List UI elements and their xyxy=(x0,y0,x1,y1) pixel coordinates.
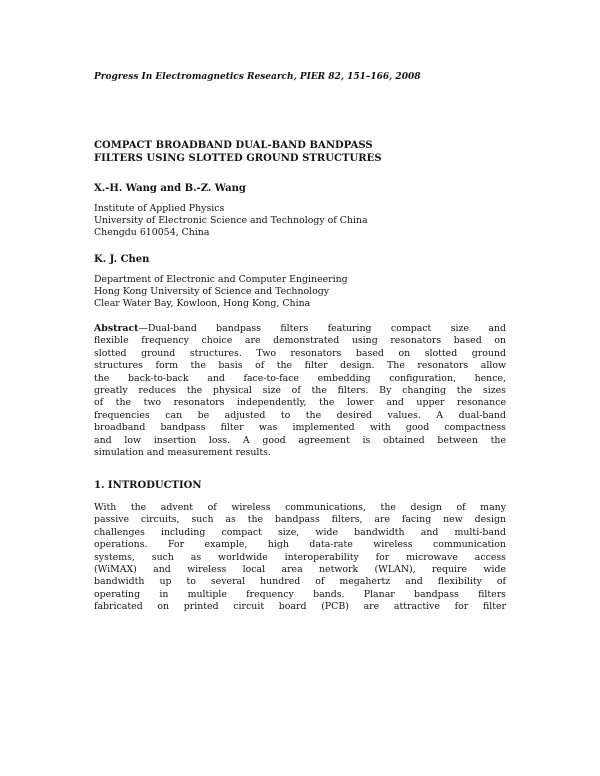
body-line: passive circuits, such as the bandpass filters, are facing new design xyxy=(94,514,506,526)
affiliation-line: University of Electronic Science and Technology of China xyxy=(94,215,368,227)
introduction-text xyxy=(94,502,506,614)
affiliation-line: Hong Kong University of Science and Technology xyxy=(94,286,330,298)
affiliation-line: Institute of Applied Physics xyxy=(94,203,225,214)
abstract-line: structures form the basis of the filter design. The resonators allow xyxy=(94,360,506,372)
body-line: challenges including compact size, wide bandwidth and multi-band xyxy=(94,526,506,538)
abstract-label: Abstract xyxy=(94,323,139,334)
affiliation-line: Clear Water Bay, Kowloon, Hong Kong, China xyxy=(94,298,311,310)
body-line: (WiMAX) and wireless local area network (WLAN), require wide xyxy=(94,564,506,576)
journal-header: Progress In Electromagnetics Research, PIER 82, 151–166, 2008 xyxy=(94,72,421,82)
body-line: systems, such as worldwide interoperability for microwave access xyxy=(94,551,506,563)
author-names-1: X.-H. Wang and B.-Z. Wang xyxy=(94,183,246,194)
affiliation-line: Chengdu 610054, China xyxy=(94,227,210,239)
abstract-text: —Dual-band bandpass filters featuring compact size and xyxy=(138,323,506,334)
title-line: COMPACT BROADBAND DUAL-BAND BANDPASS xyxy=(94,140,373,151)
section-heading: 1. INTRODUCTION xyxy=(94,480,202,491)
abstract-line: flexible frequency choice are demonstrated using resonators based on xyxy=(94,335,506,347)
abstract-line: and low insertion loss. A good agreement is obtained between the xyxy=(94,434,506,446)
body-line: bandwidth up to several hundred of megahertz and flexibility of xyxy=(94,576,506,588)
abstract-line: frequencies can be adjusted to the desired values. A dual-band xyxy=(94,409,506,421)
abstract-line: simulation and measurement results. xyxy=(94,447,271,459)
abstract-line xyxy=(94,323,506,335)
abstract-line: of the two resonators independently, the lower and upper resonance xyxy=(94,397,506,409)
body-line: operating in multiple frequency bands. Planar bandpass filters xyxy=(94,588,506,600)
affiliation-2 xyxy=(94,274,348,311)
abstract-line: broadband bandpass filter was implemented with good compactness xyxy=(94,422,506,434)
body-line: With the advent of wireless communications, the design of many xyxy=(94,502,506,513)
paper-title xyxy=(94,139,524,165)
abstract-line: the back-to-back and face-to-face embedding configuration, hence, xyxy=(94,372,506,384)
affiliation-1 xyxy=(94,203,368,240)
abstract xyxy=(94,323,506,459)
title-line: FILTERS USING SLOTTED GROUND STRUCTURES xyxy=(94,153,382,164)
abstract-line: slotted ground structures. Two resonators based on slotted ground xyxy=(94,347,506,359)
author-names-2: K. J. Chen xyxy=(94,254,150,265)
abstract-line: greatly reduces the physical size of the filters. By changing the sizes xyxy=(94,385,506,397)
body-line: fabricated on printed circuit board (PCB) are attractive for filter xyxy=(94,601,506,613)
affiliation-line: Department of Electronic and Computer Engineering xyxy=(94,274,348,285)
body-line: operations. For example, high data-rate wireless communication xyxy=(94,539,506,551)
